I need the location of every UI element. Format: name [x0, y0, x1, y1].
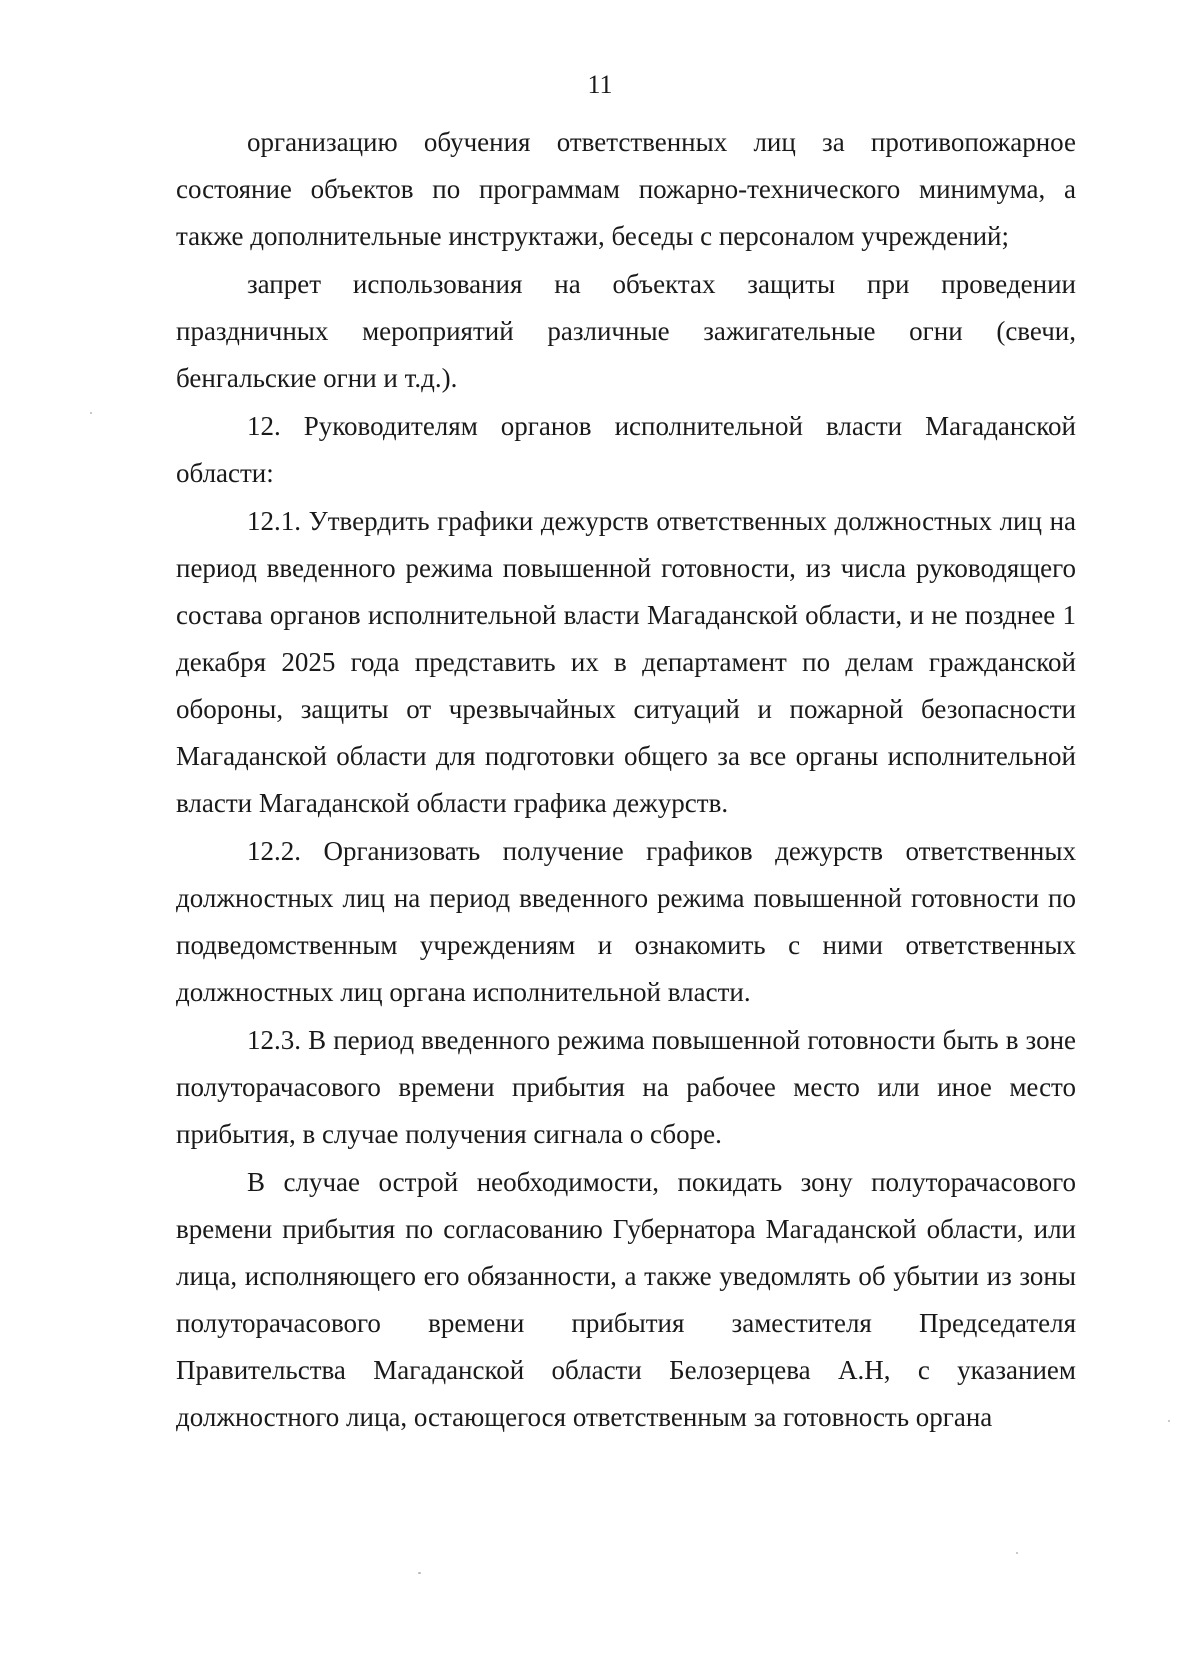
scan-speck [418, 1572, 421, 1574]
paragraph-12: 12. Руководителям органов исполнительной власти Магаданской области: [176, 411, 1076, 488]
scan-speck [1168, 1420, 1170, 1422]
paragraph-12-1: 12.1. Утвердить графики дежурств ответственных должностных лиц на период введенного режима повышенной готовности, из числа руководящего состава органов исполнительной власти Магаданской области, и не позднее 1 декабря 2025 года представить их в департамент по делам гражданской обороны, защиты от чрезвычайных ситуаций и пожарной безопасности Магаданской области для подготовки общего за все органы исполнительной власти Магаданской области графика дежурств. [176, 506, 1076, 818]
paragraph-emergency: В случае острой необходимости, покидать зону полуторачасового времени прибытия по согласованию Губернатора Магаданской области, или лица, исполняющего его обязанности, а также уведомлять об убытии из зоны полуторачасового времени прибытия заместителя Председателя Правительства Магаданской области Белозерцева А.Н, с указанием должностного лица, остающегося ответственным за готовность органа [176, 1167, 1076, 1432]
paragraph-12-3: 12.3. В период введенного режима повышенной готовности быть в зоне полуторачасового времени прибытия на рабочее место или иное место прибытия, в случае получения сигнала о сборе. [176, 1025, 1076, 1149]
document-body [176, 119, 1076, 1441]
paragraph-training: организацию обучения ответственных лиц за противопожарное состояние объектов по программам пожарно-технического минимума, а также дополнительные инструктажи, беседы с персоналом учреждений; [176, 127, 1076, 251]
page-number: 11 [587, 70, 613, 99]
paragraph-fire-ban: запрет использования на объектах защиты при проведении праздничных мероприятий различные зажигательные огни (свечи, бенгальские огни и т.д.). [176, 269, 1076, 393]
paragraph-12-2: 12.2. Организовать получение графиков дежурств ответственных должностных лиц на период введенного режима повышенной готовности по подведомственным учреждениям и ознакомить с ними ответственных должностных лиц органа исполнительной власти. [176, 836, 1076, 1007]
scan-speck [1016, 1552, 1018, 1554]
scan-speck [90, 412, 92, 414]
